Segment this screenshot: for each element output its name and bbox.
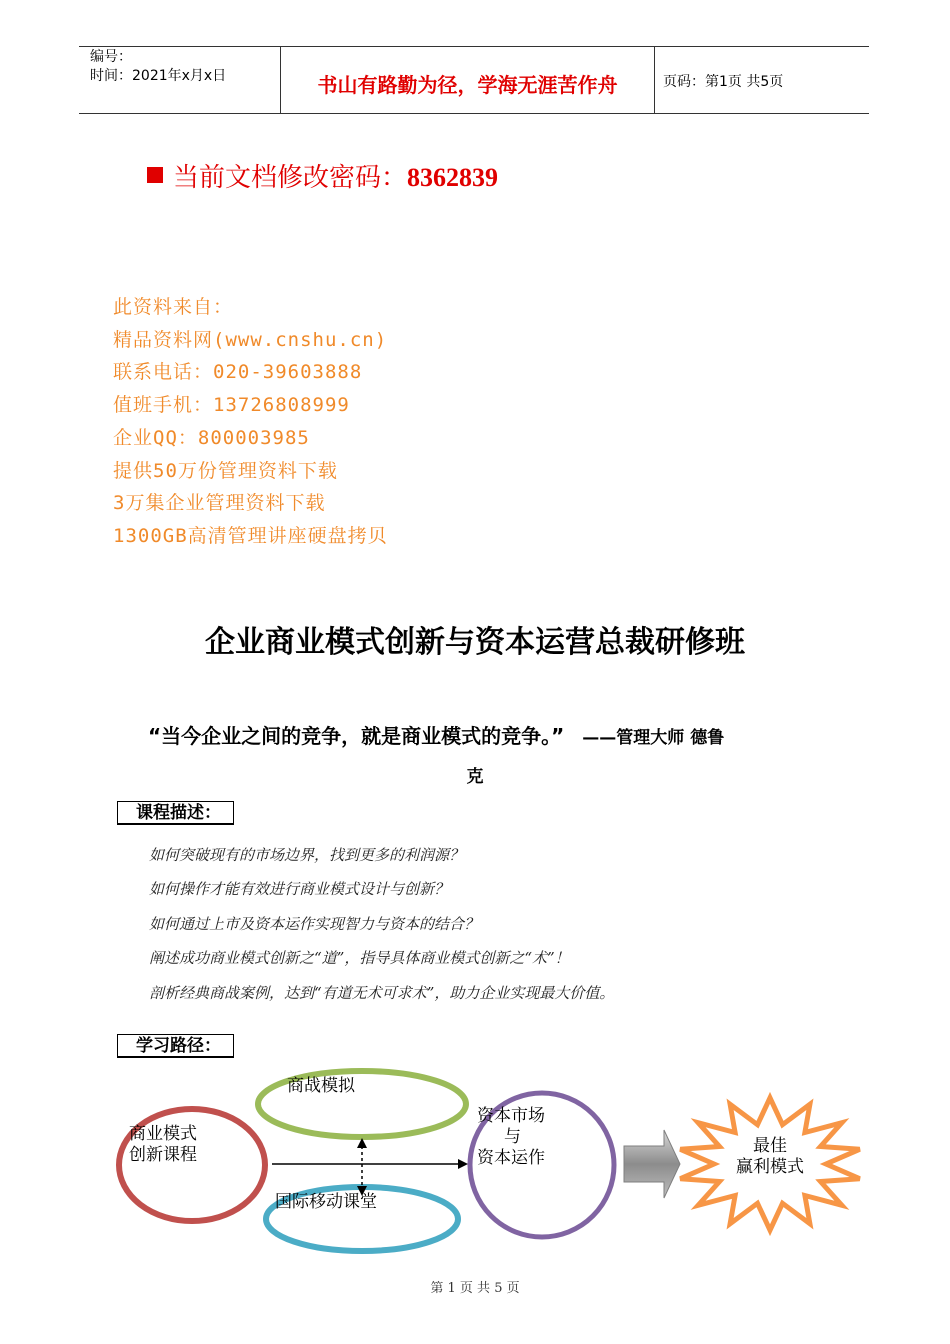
password-value: 8362839 [407,163,499,192]
quote-text: “当今企业之间的竞争，就是商业模式的竞争。” [148,724,565,748]
business-model-label [118,1124,208,1166]
node-text: 资本市场 [477,1106,545,1126]
capital-label [466,1106,556,1169]
list-item: 如何突破现有的市场边界，找到更多的利润源？ [149,846,465,864]
page-footer: 第 1 页 共 5 页 [430,1281,520,1296]
simulation-label: 商战模拟 [287,1076,355,1096]
best-model-label [722,1136,818,1178]
source-info [113,291,388,553]
list-item: 剖析经典商战案例，达到“有道无术可求术”，助力企业实现最大价值。 [149,983,615,1002]
node-text: 资本运作 [477,1148,545,1168]
list-item: 如何通过上市及资本运作实现智力与资本的结合？ [149,914,480,933]
quote [148,720,724,749]
password-label: 当前文档修改密码： [173,163,408,193]
learning-path-label: 学习路径： [117,1034,234,1058]
number-label: 编号： [90,49,132,65]
quote-author: ——管理大师 德鲁 [582,728,725,748]
source-line: 精品资料网(www.cnshu.cn) [113,328,388,351]
node-text: 最佳 [753,1136,787,1156]
course-desc-label: 课程描述： [117,801,234,825]
source-line: 3万集企业管理资料下载 [113,492,326,515]
node-text: 赢利模式 [736,1157,804,1177]
source-line: 此资料来自： [113,296,234,318]
node-text: 与 [504,1127,521,1147]
node-text: 商业模式 [129,1124,197,1144]
list-item: 阐述成功商业模式创新之“道”，指导具体商业模式创新之“术”！ [149,949,570,968]
mobile-class-label: 国际移动课堂 [275,1192,377,1212]
header-motto: 书山有路勤为径，学海无涯苦作舟 [317,73,618,97]
source-line: 1300GB高清管理讲座硬盘拷贝 [113,524,388,547]
big-arrow-icon [624,1130,680,1198]
password-line [147,157,498,194]
node-text: 创新课程 [129,1145,197,1165]
source-line: 提供50万份管理资料下载 [113,459,338,482]
list-item: 如何操作才能有效进行商业模式设计与创新？ [149,880,450,899]
bullet-square-icon [147,167,163,183]
header-divider [654,46,655,113]
time-label: 时间：2021年x月x日 [90,68,227,84]
source-line: 联系电话：020-39603888 [113,361,363,384]
page-title: 企业商业模式创新与资本运营总裁研修班 [205,625,745,660]
quote-author-cont: 克 [466,767,484,787]
source-line: 企业QQ：800003985 [113,426,310,449]
header-top-rule [79,46,869,47]
header-meta [90,48,226,86]
learning-path-diagram [110,1060,890,1260]
source-line: 值班手机：13726808999 [113,394,350,417]
header-bottom-rule [79,113,869,114]
course-desc-list [149,838,614,1010]
header-page-info: 页码：第1页 共5页 [663,74,784,90]
